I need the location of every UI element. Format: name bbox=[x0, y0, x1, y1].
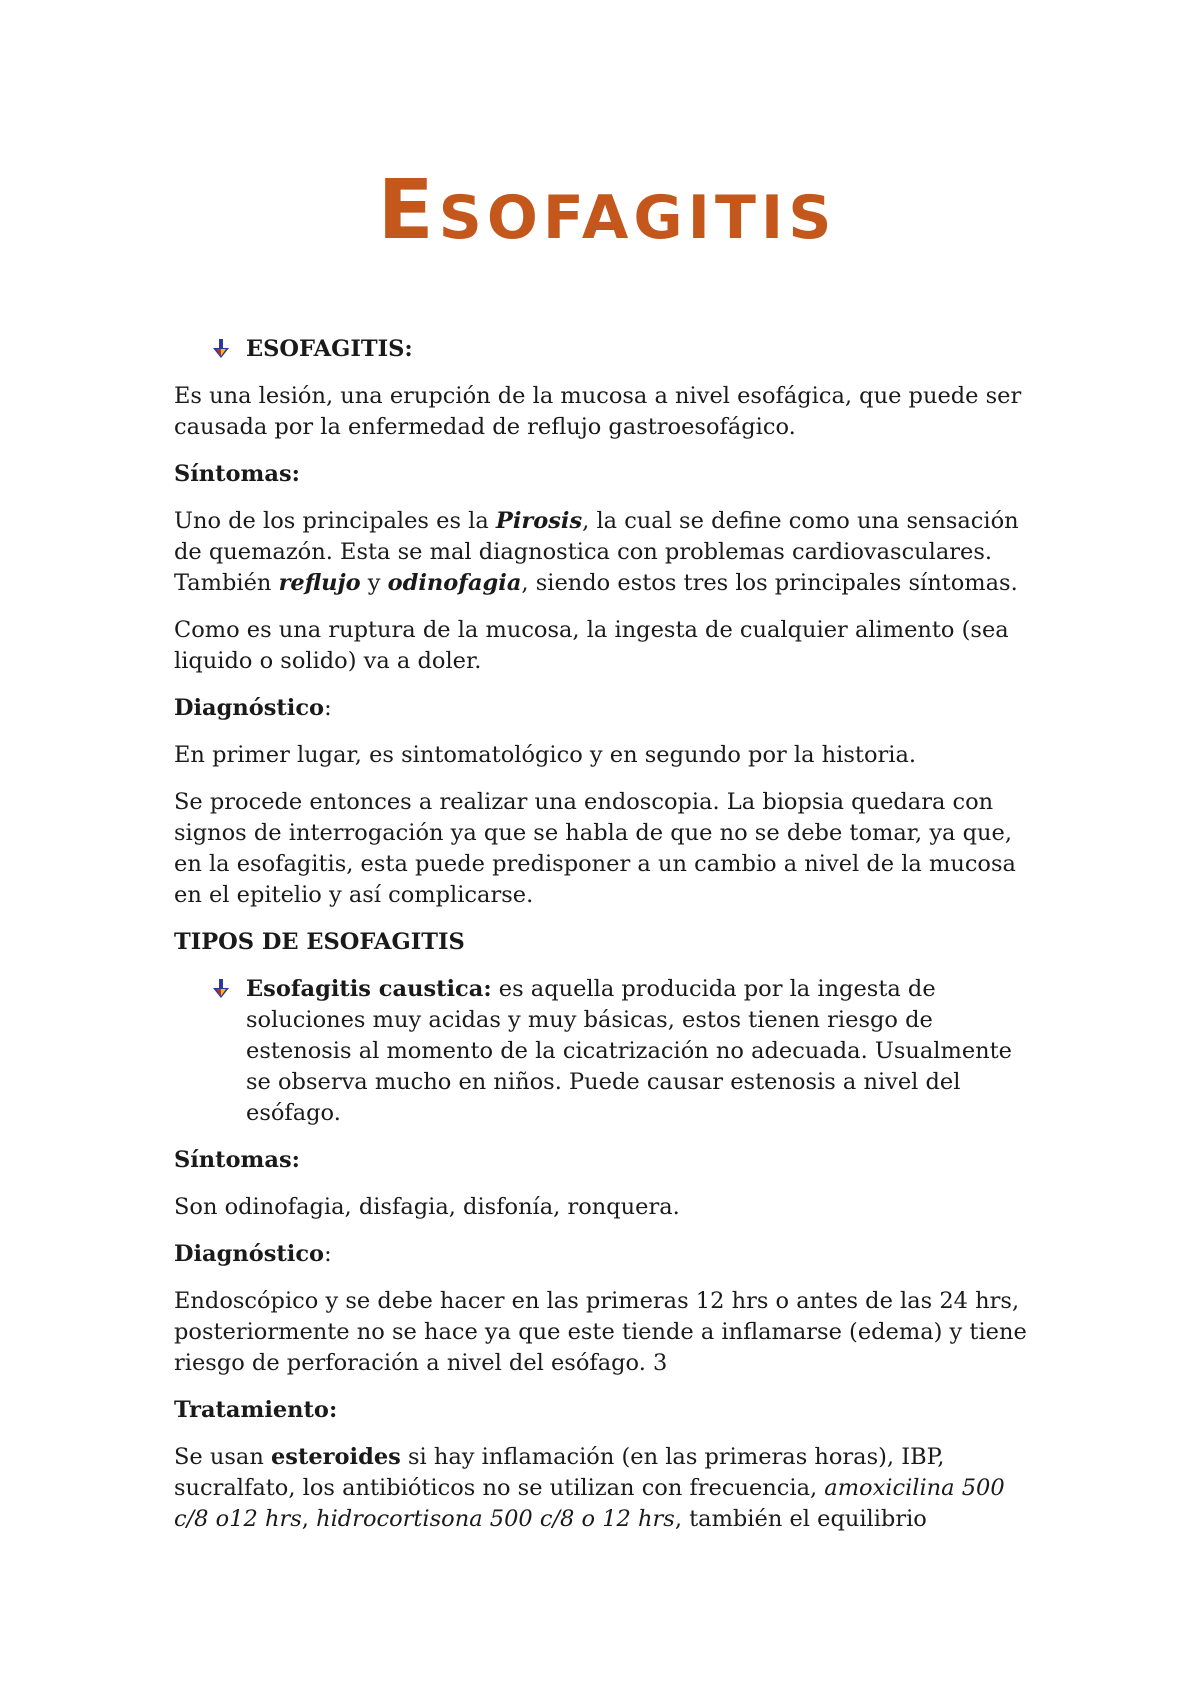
intro-bullet bbox=[174, 334, 1040, 365]
caustica-text: es aquella producida por la ingesta de soluciones muy acidas y muy básicas, estos tienen riesgo de estenosis al momento de la cicatrización no adecuada. Usualmente se observa mucho en niños. Puede causar estenosis a nivel del esófago. bbox=[246, 976, 1012, 1126]
diagnostico-paragraph: En primer lugar, es sintomatológico y en segundo por la historia. bbox=[174, 742, 917, 768]
title-initial: E bbox=[377, 163, 439, 258]
arrow-down-bullet-icon bbox=[210, 338, 232, 360]
hidrocortisona-dose: hidrocortisona 500 c/8 o 12 hrs bbox=[316, 1506, 675, 1532]
reflujo-term: reflujo bbox=[278, 570, 361, 596]
text-run: , la cual se define como una sensación de quemazón. Esta se mal diagnostica con problemas cardiovasculares. También bbox=[174, 508, 1019, 596]
page-title bbox=[174, 163, 1040, 258]
arrow-down-bullet-icon bbox=[210, 978, 232, 1000]
intro-heading: ESOFAGITIS: bbox=[246, 336, 413, 362]
diagnostico-paragraph-2: Se procede entonces a realizar una endoscopia. La biopsia quedara con signos de interrogación ya que se habla de que no se debe tomar, ya que, en la esofagitis, esta puede predisponer a un cambio a nivel de la mucosa en el epitelio y así complicarse. bbox=[174, 789, 1016, 908]
text-run: : bbox=[324, 695, 332, 721]
text-run: , bbox=[301, 1506, 317, 1532]
text-run: y bbox=[360, 570, 388, 596]
sintomas-heading: Síntomas: bbox=[174, 461, 300, 487]
diagnostico2-label: Diagnóstico bbox=[174, 1241, 325, 1267]
sintomas-paragraph bbox=[174, 506, 1040, 599]
diagnostico2-heading bbox=[174, 1239, 1040, 1270]
amoxicilina-dose: amoxicilina 500 c/8 o12 hrs bbox=[174, 1475, 1005, 1532]
diagnostico-label: Diagnóstico bbox=[174, 695, 325, 721]
pirosis-term: Pirosis bbox=[495, 508, 583, 534]
tipos-heading: TIPOS DE ESOFAGITIS bbox=[174, 929, 465, 955]
text-run: Se usan bbox=[174, 1444, 271, 1470]
tratamiento-paragraph bbox=[174, 1442, 1040, 1535]
sintomas-paragraph-2: Como es una ruptura de la mucosa, la ingesta de cualquier alimento (sea liquido o solido) va a doler. bbox=[174, 617, 1009, 674]
text-run: Uno de los principales es la bbox=[174, 508, 496, 534]
caustica-label: Esofagitis caustica: bbox=[246, 976, 492, 1002]
document-body bbox=[174, 334, 1040, 1551]
text-run: si hay inflamación (en las primeras horas), IBP, sucralfato, los antibióticos no se utilizan con frecuencia, bbox=[174, 1444, 945, 1501]
sintomas2-heading: Síntomas: bbox=[174, 1147, 300, 1173]
text-run: , también el equilibrio bbox=[674, 1506, 927, 1532]
intro-text: Es una lesión, una erupción de la mucosa a nivel esofágica, que puede ser causada por la enfermedad de reflujo gastroesofágico. bbox=[174, 383, 1022, 440]
tratamiento-heading: Tratamiento: bbox=[174, 1397, 338, 1423]
text-run: : bbox=[324, 1241, 332, 1267]
odinofagia-term: odinofagia bbox=[387, 570, 522, 596]
title-rest: SOFAGITIS bbox=[438, 183, 837, 253]
diagnostico2-paragraph: Endoscópico y se debe hacer en las primeras 12 hrs o antes de las 24 hrs, posteriormente no se hace ya que este tiende a inflamarse (edema) y tiene riesgo de perforación a nivel del esófago. 3 bbox=[174, 1288, 1027, 1376]
sintomas2-paragraph: Son odinofagia, disfagia, disfonía, ronquera. bbox=[174, 1194, 680, 1220]
text-run: , siendo estos tres los principales síntomas. bbox=[521, 570, 1018, 596]
diagnostico-heading bbox=[174, 693, 1040, 724]
caustica-bullet bbox=[174, 974, 1040, 1129]
esteroides-term: esteroides bbox=[270, 1444, 401, 1470]
